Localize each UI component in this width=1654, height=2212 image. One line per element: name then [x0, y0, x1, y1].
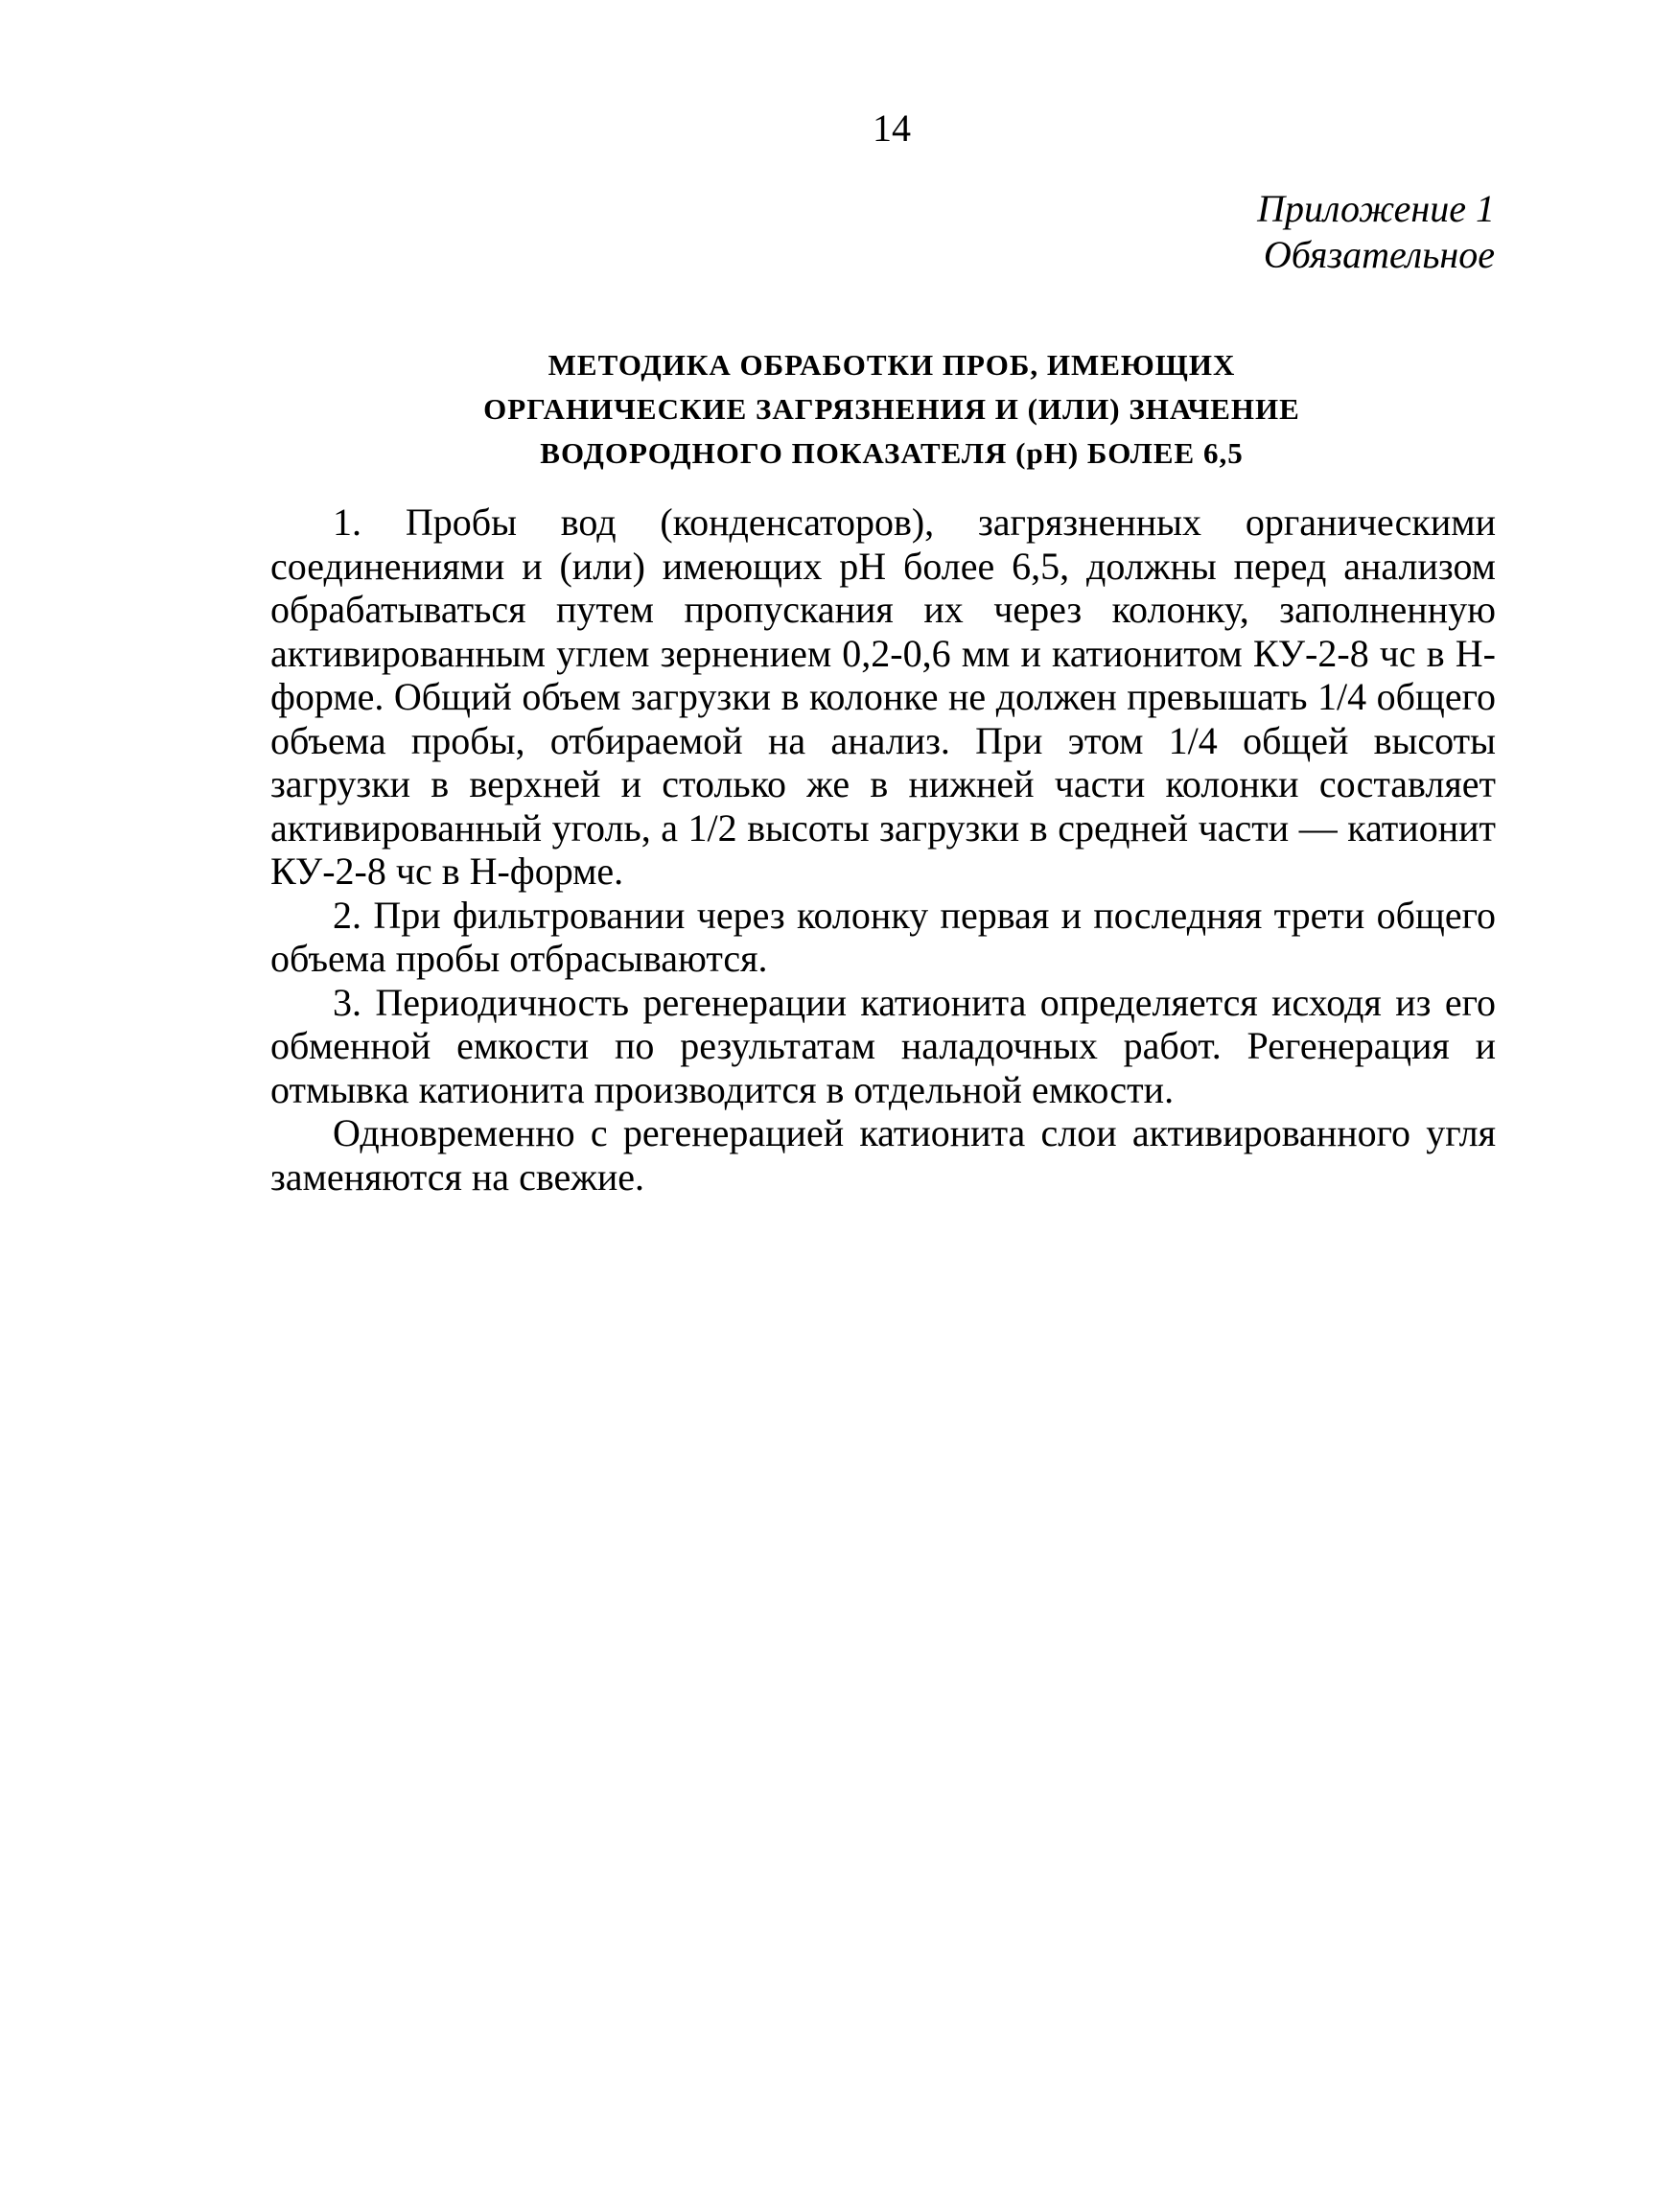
- paragraph-3: 3. Периодичность регенерации катионита определяется исходя из его обменной емкости по результатам наладочных работ. Регенерация и отмывка катионита производится в отдельной емкости.: [270, 980, 1496, 1111]
- page-number: 14: [873, 106, 911, 150]
- heading-line: ОРГАНИЧЕСКИЕ ЗАГРЯЗНЕНИЯ И (ИЛИ) ЗНАЧЕНИЕ: [483, 392, 1300, 426]
- section-heading: [364, 343, 1419, 476]
- appendix-status: Обязательное: [1263, 233, 1495, 276]
- appendix-label: Приложение 1: [1257, 187, 1495, 230]
- heading-line: ВОДОРОДНОГО ПОКАЗАТЕЛЯ (pH) БОЛЕЕ 6,5: [540, 436, 1244, 470]
- heading-line: МЕТОДИКА ОБРАБОТКИ ПРОБ, ИМЕЮЩИХ: [547, 348, 1236, 382]
- paragraph-1: 1. Пробы вод (конденсаторов), загрязненных органическими соединениями и (или) имеющих pH более 6,5, должны перед анализом обрабатываться путем пропускания их через колонку, заполненную активированным углем зернением 0,2-0,6 мм и катионитом КУ-2-8 чс в Н-форме. Общий объем загрузки в колонке не должен превышать 1/4 общего объема пробы, отбираемой на анализ. При этом 1/4 общей высоты загрузки в верхней и столько же в нижней части колонки составляет активированный уголь, а 1/2 высоты загрузки в средней части — катионит КУ-2-8 чс в Н-форме.: [270, 501, 1496, 893]
- paragraph-4: Одновременно с регенерацией катионита слои активированного угля заменяются на свежие.: [270, 1111, 1496, 1199]
- appendix-label-block: [1257, 186, 1495, 278]
- body-text: [270, 501, 1496, 1199]
- paragraph-2: 2. При фильтровании через колонку первая и последняя трети общего объема пробы отбрасываются.: [270, 893, 1496, 980]
